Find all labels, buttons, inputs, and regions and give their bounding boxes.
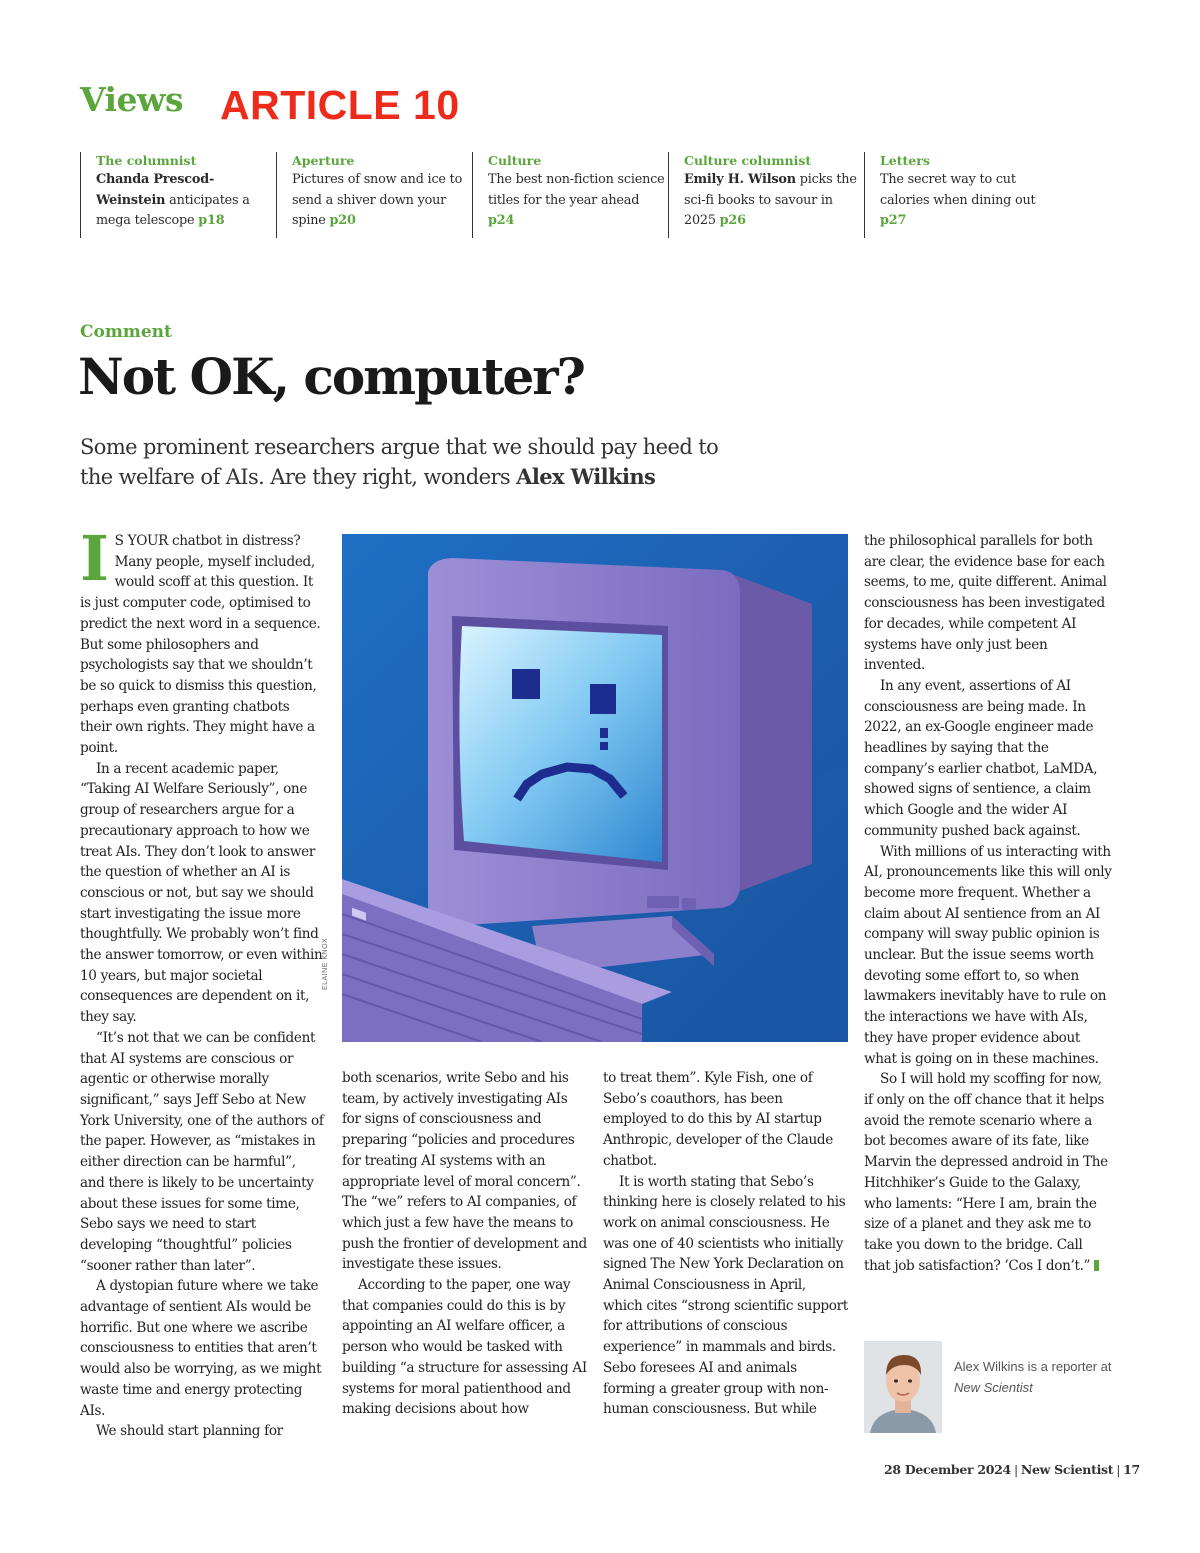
nav-text: The secret way to cut calories when dining out bbox=[880, 172, 1036, 208]
image-credit: ELAINE KNOX bbox=[322, 937, 329, 990]
end-mark-icon bbox=[1094, 1260, 1099, 1271]
nav-description bbox=[684, 170, 864, 232]
article-tag: ARTICLE 10 bbox=[220, 82, 460, 128]
page-footer: 28 December 2024 | New Scientist | 17 bbox=[884, 1462, 1140, 1477]
nav-text: anticipates a mega telescope bbox=[96, 192, 250, 228]
nav-category: Aperture bbox=[292, 153, 355, 168]
author-bio bbox=[954, 1356, 1114, 1398]
nav-text: Pictures of snow and ice to send a shiver down your spine bbox=[292, 172, 463, 228]
paragraph: both scenarios, write Sebo and his team, by actively investigating AIs for signs of consciousness and preparing “policies and procedures for treating AI systems with an appropriate level of moral concern”. The “we” refers to AI companies, of which just a few have the means to push the frontier of development and investigate these issues. bbox=[342, 1070, 587, 1273]
author-photo bbox=[864, 1341, 942, 1433]
nav-category: The columnist bbox=[96, 153, 197, 168]
paragraph: A dystopian future where we take advantage of sentient AIs would be horrific. But one where we ascribe consciousness to entities that aren’t would also be worrying, as we might waste time and energy protecting AIs. bbox=[80, 1278, 322, 1419]
nav-item-letters[interactable] bbox=[864, 152, 1060, 238]
byline: Alex Wilkins bbox=[516, 464, 656, 489]
nav-description bbox=[96, 170, 276, 232]
nav-page: p18 bbox=[198, 213, 225, 228]
nav-category: Letters bbox=[880, 153, 930, 168]
nav-text: picks the sci-fi books to savour in 2025 bbox=[684, 172, 857, 228]
nav-item-culture[interactable] bbox=[472, 152, 668, 238]
nav-description bbox=[292, 170, 472, 232]
nav-description bbox=[488, 170, 668, 232]
paragraph-text: S YOUR chatbot in distress? Many people, myself included, would scoff at this question. It is just computer code, optimised to predict the next word in a sequence. But some philosophers and psychologists say that we shouldn’t be so quick to dismiss this question, perhaps even granting chatbots their own rights. They might have a point. bbox=[80, 533, 321, 757]
paragraph: In a recent academic paper, “Taking AI Welfare Seriously”, one group of researchers argue for a precautionary approach to how we treat AIs. They don’t look to answer the question of whether an AI is conscious or not, but say we should start investigating the issue more thoughtfully. We probably won’t find the answer tomorrow, or even within 10 years, but major societal consequences are dependent on it, they say. bbox=[80, 760, 323, 1026]
nav-item-columnist[interactable] bbox=[80, 152, 276, 238]
nav-item-aperture[interactable] bbox=[276, 152, 472, 238]
article-section-label: Comment bbox=[80, 322, 172, 342]
nav-page: p27 bbox=[880, 213, 907, 228]
footer-publication: New Scientist bbox=[1020, 1462, 1114, 1477]
nav-page: p24 bbox=[488, 213, 515, 228]
nav-item-culture-columnist[interactable] bbox=[668, 152, 864, 238]
footer-page-number: 17 bbox=[1123, 1462, 1140, 1477]
standfirst-text: Some prominent researchers argue that we should pay heed to the welfare of AIs. Are they right, wonders bbox=[80, 435, 719, 489]
contents-nav bbox=[80, 152, 1110, 240]
article-headline: Not OK, computer? bbox=[78, 347, 584, 406]
paragraph: “It’s not that we can be confident that AI systems are conscious or agentic or otherwise morally significant,” says Jeff Sebo at New York University, one of the authors of the paper. However, as “mistakes in either direction can be harmful”, and there is likely to be uncertainty about these issues for some time, Sebo says we need to start developing “thoughtful” policies “sooner rather than later”. bbox=[80, 1029, 324, 1274]
paragraph bbox=[864, 1069, 1112, 1276]
nav-category: Culture columnist bbox=[684, 153, 812, 168]
paragraph-text: So I will hold my scoffing for now, if only on the off chance that it helps avoid the remote scenario where a bot becomes aware of its fate, like Marvin the depressed android in The Hitchhiker’s Guide to the Galaxy, who laments: “Here I am, brain the size of a planet and they ask me to take you down to the bridge. Call that job satisfaction? ’Cos I don’t.” bbox=[864, 1071, 1108, 1274]
nav-page: p26 bbox=[719, 213, 746, 228]
nav-text: The best non-fiction science titles for the year ahead bbox=[488, 172, 665, 208]
author-bio-publication: New Scientist bbox=[954, 1380, 1033, 1395]
section-title: Views bbox=[80, 80, 184, 119]
paragraph: We should start planning for bbox=[96, 1423, 283, 1440]
article-column-2 bbox=[342, 1068, 588, 1420]
article-column-3 bbox=[603, 1068, 849, 1420]
paragraph: With millions of us interacting with AI, pronouncements like this will only become more frequent. Whether a claim about AI sentience from an AI company will sway public opinion is unclear. But the issue seems worth devoting some effort to, so when lawmakers inevitably have to rule on the interactions we have with AIs, they have proper evidence about what is going on in these machines. bbox=[864, 843, 1112, 1067]
drop-cap: I bbox=[80, 522, 109, 595]
footer-date: 28 December 2024 bbox=[884, 1462, 1011, 1477]
paragraph bbox=[80, 522, 324, 759]
article-standfirst bbox=[80, 432, 720, 492]
nav-page: p20 bbox=[329, 213, 356, 228]
nav-author: Chanda Prescod-Weinstein bbox=[96, 172, 215, 208]
author-bio-text: Alex Wilkins is a reporter at bbox=[954, 1359, 1112, 1374]
article-column-4 bbox=[864, 531, 1112, 1276]
paragraph: According to the paper, one way that companies could do this is by appointing an AI welfare officer, a person who would be tasked with building “a structure for assessing AI systems for moral patienthood and making decisions about how bbox=[342, 1277, 587, 1418]
nav-author: Emily H. Wilson bbox=[684, 172, 796, 187]
article-column-1 bbox=[80, 522, 324, 1442]
paragraph: It is worth stating that Sebo’s thinking here is closely related to his work on animal consciousness. He was one of 40 scientists who initially signed The New York Declaration on Animal Consciousness in April, which cites “strong scientific support for attributions of conscious experience” in mammals and birds. Sebo foresees AI and animals forming a greater group with non-human consciousness. But while bbox=[603, 1173, 848, 1418]
paragraph: the philosophical parallels for both are clear, the evidence base for each seems, to me, quite different. Animal consciousness has been investigated for decades, while competent AI systems have only just been invented. bbox=[864, 533, 1107, 674]
paragraph: In any event, assertions of AI consciousness are being made. In 2022, an ex-Google engineer made headlines by saying that the company’s earlier chatbot, LaMDA, showed signs of sentience, a claim which Google and the wider AI community pushed back against. bbox=[864, 677, 1098, 839]
paragraph: to treat them”. Kyle Fish, one of Sebo’s coauthors, has been employed to do this by AI startup Anthropic, developer of the Claude chatbot. bbox=[603, 1070, 833, 1169]
nav-category: Culture bbox=[488, 153, 542, 168]
sad-computer-illustration bbox=[342, 534, 848, 1042]
nav-description bbox=[880, 170, 1060, 232]
